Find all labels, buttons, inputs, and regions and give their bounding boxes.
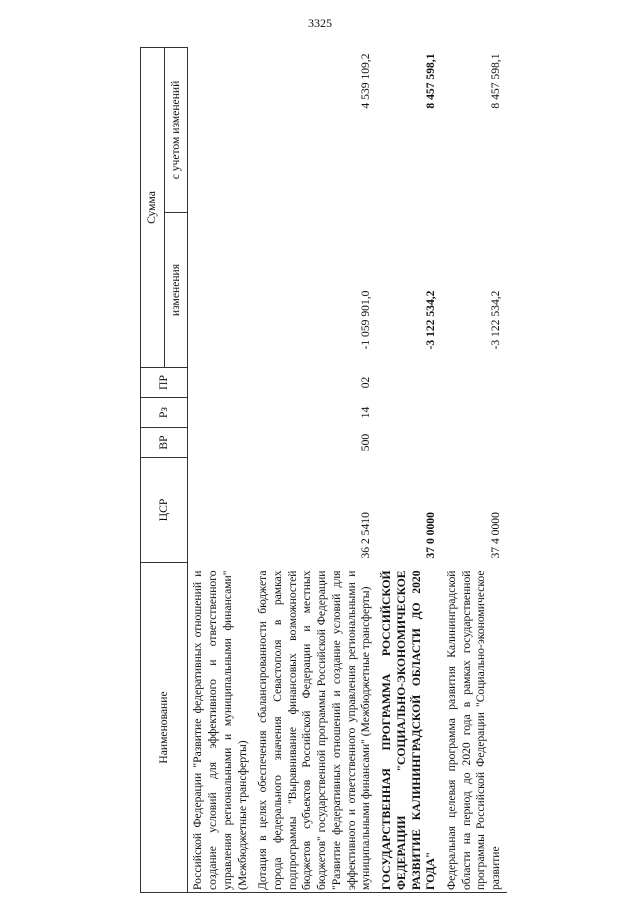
row-rz xyxy=(188,398,253,428)
row-change: -3 122 534,2 xyxy=(489,290,503,350)
table-row xyxy=(442,47,507,892)
header-vr: ВР xyxy=(141,428,188,458)
rotated-table-wrapper xyxy=(140,48,605,893)
row-csr: 37 0 0000 xyxy=(424,512,438,559)
table-row xyxy=(188,47,253,892)
row-vr xyxy=(442,428,507,458)
table-row xyxy=(253,47,377,892)
row-vr: 500 xyxy=(359,433,373,452)
row-total xyxy=(188,47,253,212)
row-name: ГОСУДАРСТВЕННАЯ ПРОГРАММА РОССИЙСКОЙ ФЕДЕРАЦИИ "СОЦИАЛЬНО-ЭКОНОМИЧЕСКОЕ РАЗВИТИЕ КАЛИНИНГРАДСКОЙ ОБЛАСТИ ДО 2020 ГОДА" xyxy=(377,563,442,893)
row-rz xyxy=(377,398,442,428)
row-name: Дотация в целях обеспечения сбалансированности бюджета города федерального значения Севастополя в рамках подпрограммы "Выравнивание финансовых возможностей бюджетов субъектов Российской Федерации и местных бюджетов" государственной программы Российской Федерации "Развитие федеративных отношений и создание условий для эффективного и ответственного управления региональными и муниципальными финансами" (Межбюджетные трансферты) xyxy=(253,563,377,893)
row-name: Российской Федерации "Развитие федеративных отношений и создание условий для эффективного и ответственного управления региональными и муниципальными финансами" (Межбюджетные трансферты) xyxy=(188,563,253,893)
header-name: Наименование xyxy=(141,563,188,893)
header-with-changes: с учетом изменений xyxy=(164,47,188,212)
row-pr: 02 xyxy=(359,376,373,389)
header-change: изменения xyxy=(164,213,188,368)
header-sum: Сумма xyxy=(141,47,165,367)
row-pr xyxy=(377,368,442,398)
row-vr xyxy=(377,428,442,458)
header-pr: ПР xyxy=(141,368,188,398)
row-csr: 37 4 0000 xyxy=(489,512,503,559)
row-csr: 36 2 5410 xyxy=(359,512,373,559)
row-total: 8 457 598,1 xyxy=(489,53,503,109)
row-change: -1 059 901,0 xyxy=(359,290,373,350)
row-pr xyxy=(188,368,253,398)
table-body xyxy=(188,47,507,892)
row-csr xyxy=(188,458,253,563)
row-total: 4 539 109,2 xyxy=(359,53,373,109)
row-pr xyxy=(442,368,507,398)
table-header xyxy=(141,47,188,892)
row-vr xyxy=(188,428,253,458)
row-change: -3 122 534,2 xyxy=(424,290,438,350)
row-total: 8 457 598,1 xyxy=(424,53,438,109)
table-row xyxy=(377,47,442,892)
page-number: 3325 xyxy=(308,16,332,30)
row-change xyxy=(188,213,253,368)
row-rz xyxy=(442,398,507,428)
budget-table xyxy=(140,47,507,893)
header-rz: Рз xyxy=(141,398,188,428)
row-rz: 14 xyxy=(359,406,373,419)
row-name: Федеральная целевая программа развития Калининградской области на период до 2020 года в рамках государственной программы Российской Федерации "Социально-экономическое развитие xyxy=(442,563,507,893)
header-csr: ЦСР xyxy=(141,458,188,563)
